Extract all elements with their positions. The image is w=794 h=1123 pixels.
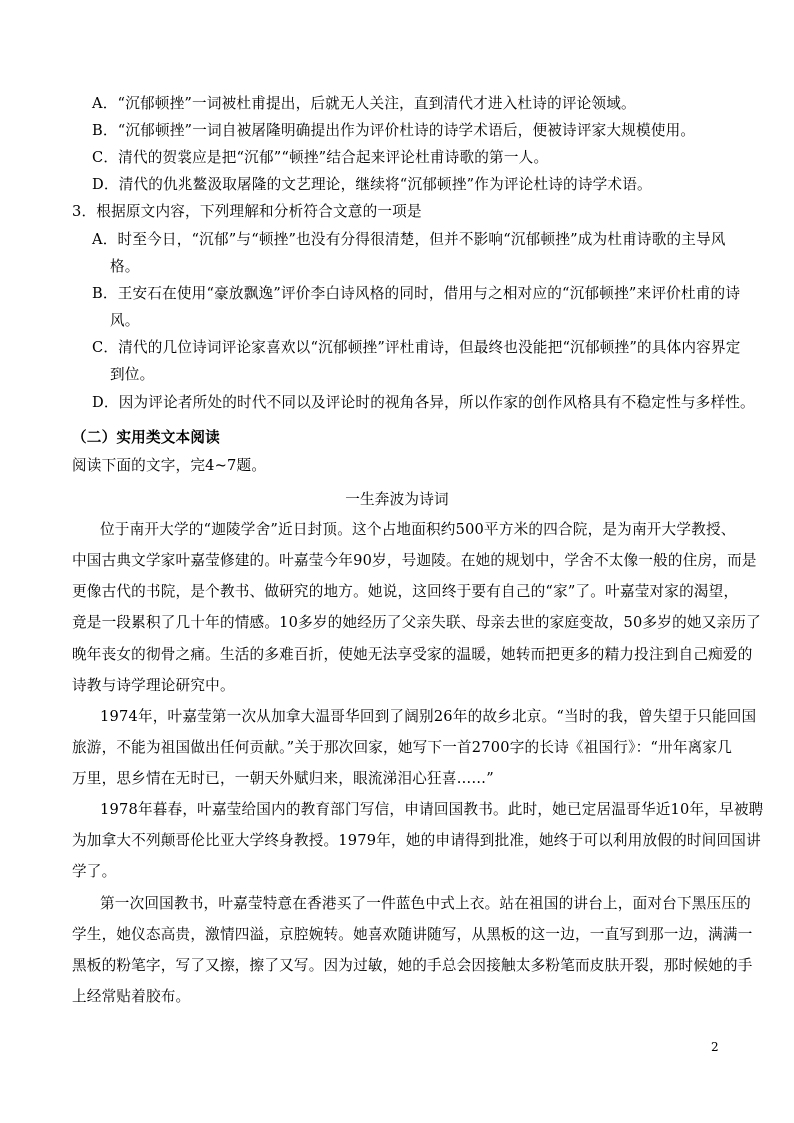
paragraph-4-line: 第一次回国教书，叶嘉莹特意在香港买了一件蓝色中式上衣。站在祖国的讲台上，面对台下黑压压的 (100, 895, 751, 912)
paragraph-4-line: 学生，她仪态高贵，激情四溢，京腔婉转。她喜欢随讲随写，从黑板的这一边，一直写到那一边，满满一 (72, 926, 753, 943)
q2-option-c: C．清代的贺裳应是把“沉郁”“顿挫”结合起来评论杜甫诗歌的第一人。 (92, 149, 549, 166)
q3-option-b-line1: B．王安石在使用“豪放飘逸”评价李白诗风格的同时，借用与之相对应的“沉郁顿挫”来评价杜甫的诗 (92, 285, 741, 302)
paragraph-1-line: 更像古代的书院，是个教书、做研究的地方。她说，这回终于要有自己的“家”了。叶嘉莹对家的渴望， (72, 583, 739, 600)
paragraph-3-line: 学了。 (72, 863, 117, 880)
q2-option-b: B．“沉郁顿挫”一词自被屠隆明确提出作为评价杜诗的诗学术语后，便被诗评家大规模使用。 (92, 122, 696, 139)
paragraph-2-line: 万里，思乡情在无时已，一朝天外赋归来，眼流涕泪心狂喜……” (72, 770, 494, 787)
q3-option-c-line2: 到位。 (110, 366, 155, 383)
paragraph-3-line: 为加拿大不列颠哥伦比亚大学终身教授。1979年，她的申请得到批准，她终于可以利用放假的时间回国讲 (72, 832, 761, 849)
q3-stem: 3．根据原文内容，下列理解和分析符合文意的一项是 (72, 203, 422, 220)
paragraph-2-line: 旅游，不能为祖国做出任何贡献。”关于那次回家，她写下一首2700字的长诗《祖国行》：“卅年离家几 (72, 739, 733, 756)
paragraph-3-line: 1978年暮春，叶嘉莹给国内的教育部门写信，申请回国教书。此时，她已定居温哥华近10年，早被聘 (100, 801, 764, 818)
paragraph-2-line: 1974年，叶嘉莹第一次从加拿大温哥华回到了阔别26年的故乡北京。“当时的我，曾失望于只能回国 (100, 708, 757, 725)
paragraph-1-line: 竟是一段累积了几十年的情感。10多岁的她经历了父亲失联、母亲去世的家庭变故，50多岁的她又亲历了 (72, 614, 761, 631)
q3-option-b-line2: 风。 (110, 312, 140, 329)
q3-option-a-line2: 格。 (110, 258, 140, 275)
q3-option-c-line1: C．清代的几位诗词评论家喜欢以“沉郁顿挫”评杜甫诗，但最终也没能把“沉郁顿挫”的具体内容界定 (92, 339, 741, 356)
paragraph-1-line: 诗教与诗学理论研究中。 (72, 677, 235, 694)
paragraph-1-line: 晚年丧女的彻骨之痛。生活的多难百折，使她无法享受家的温暖，她转而把更多的精力投注到自己痴爱的 (72, 646, 753, 663)
q3-option-a-line1: A．时至今日，“沉郁”与“顿挫”也没有分得很清楚，但并不影响“沉郁顿挫”成为杜甫诗歌的主导风 (92, 231, 726, 248)
page-number: 2 (711, 1040, 719, 1054)
paragraph-4-line: 黑板的粉笔字，写了又擦，擦了又写。因为过敏，她的手总会因接触太多粉笔而皮肤开裂，那时候她的手 (72, 957, 753, 974)
paragraph-4-line: 上经常贴着胶布。 (72, 988, 191, 1005)
reading-instruction: 阅读下面的文字，完4~7题。 (72, 457, 267, 474)
q2-option-d: D．清代的仇兆鳌汲取屠隆的文艺理论，继续将“沉郁顿挫”作为评论杜诗的诗学术语。 (92, 176, 652, 193)
paragraph-1-line: 中国古典文学家叶嘉莹修建的。叶嘉莹今年90岁，号迦陵。在她的规划中，学舍不太像一般的住房，而是 (72, 552, 757, 569)
q3-option-d-line1: D．因为评论者所处的时代不同以及评论时的视角各异，所以作家的创作风格具有不稳定性与多样性。 (92, 394, 755, 411)
paragraph-1-line: 位于南开大学的“迦陵学舍”近日封顶。这个占地面积约500平方米的四合院，是为南开大学教授、 (100, 521, 736, 538)
section-heading: （二）实用类文本阅读 (72, 429, 220, 446)
q2-option-a: A．“沉郁顿挫”一词被杜甫提出，后就无人关注，直到清代才进入杜诗的评论领域。 (92, 95, 636, 112)
article-title: 一生奔波为诗词 (345, 491, 449, 508)
